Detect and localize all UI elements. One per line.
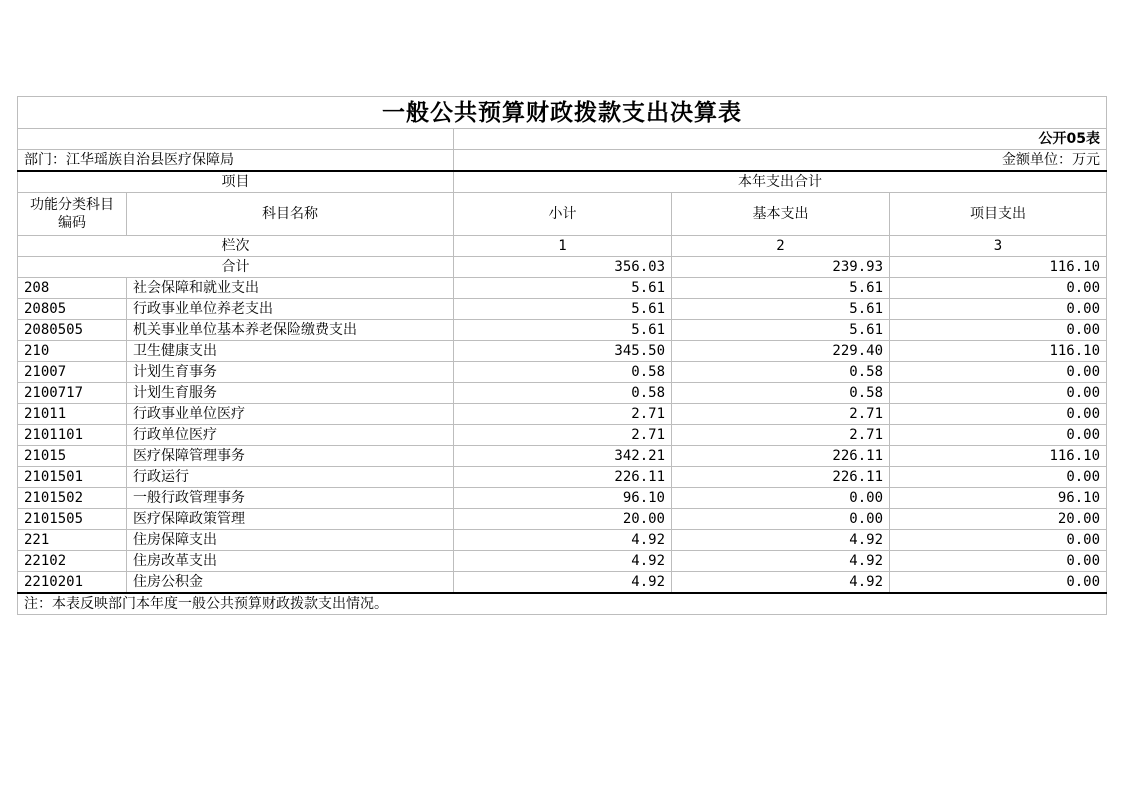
table-row <box>18 446 1107 467</box>
table-row <box>18 509 1107 530</box>
row-name: 住房公积金 <box>127 572 454 594</box>
row-basic: 0.58 <box>672 362 890 383</box>
row-subtotal: 4.92 <box>454 551 672 572</box>
row-basic: 2.71 <box>672 404 890 425</box>
department-label: 部门：江华瑶族自治县医疗保障局 <box>18 150 454 172</box>
row-basic: 226.11 <box>672 446 890 467</box>
header-basic: 基本支出 <box>672 193 890 236</box>
row-basic: 5.61 <box>672 299 890 320</box>
table-row <box>18 488 1107 509</box>
row-basic: 4.92 <box>672 530 890 551</box>
table-row <box>18 404 1107 425</box>
row-code: 221 <box>18 530 127 551</box>
row-project: 0.00 <box>890 551 1107 572</box>
row-project: 0.00 <box>890 362 1107 383</box>
form-code: 公开05表 <box>454 129 1107 150</box>
row-code: 2080505 <box>18 320 127 341</box>
row-subtotal: 5.61 <box>454 320 672 341</box>
table-row <box>18 425 1107 446</box>
row-name: 社会保障和就业支出 <box>127 278 454 299</box>
total-row <box>18 257 1107 278</box>
row-project: 0.00 <box>890 299 1107 320</box>
row-project: 0.00 <box>890 278 1107 299</box>
row-project: 0.00 <box>890 530 1107 551</box>
column-number-3: 3 <box>890 236 1107 257</box>
row-basic: 229.40 <box>672 341 890 362</box>
row-subtotal: 2.71 <box>454 425 672 446</box>
total-basic: 239.93 <box>672 257 890 278</box>
row-basic: 4.92 <box>672 572 890 594</box>
row-name: 计划生育服务 <box>127 383 454 404</box>
budget-table <box>17 96 1107 615</box>
total-label: 合计 <box>18 257 454 278</box>
row-name: 一般行政管理事务 <box>127 488 454 509</box>
row-code: 21011 <box>18 404 127 425</box>
blank-cell <box>18 129 454 150</box>
row-basic: 0.58 <box>672 383 890 404</box>
row-project: 116.10 <box>890 341 1107 362</box>
row-name: 卫生健康支出 <box>127 341 454 362</box>
row-code: 20805 <box>18 299 127 320</box>
table-row <box>18 362 1107 383</box>
row-subtotal: 96.10 <box>454 488 672 509</box>
row-subtotal: 20.00 <box>454 509 672 530</box>
row-code: 210 <box>18 341 127 362</box>
table-row <box>18 572 1107 594</box>
row-project: 0.00 <box>890 404 1107 425</box>
header-subtotal: 小计 <box>454 193 672 236</box>
row-code: 21015 <box>18 446 127 467</box>
table-row <box>18 530 1107 551</box>
row-basic: 0.00 <box>672 488 890 509</box>
row-name: 行政事业单位医疗 <box>127 404 454 425</box>
column-label: 栏次 <box>18 236 454 257</box>
row-code: 2101101 <box>18 425 127 446</box>
row-subtotal: 345.50 <box>454 341 672 362</box>
row-name: 行政事业单位养老支出 <box>127 299 454 320</box>
column-number-1: 1 <box>454 236 672 257</box>
row-code: 2101501 <box>18 467 127 488</box>
header-annual-total: 本年支出合计 <box>454 171 1107 193</box>
row-name: 行政运行 <box>127 467 454 488</box>
table-row <box>18 278 1107 299</box>
row-project: 0.00 <box>890 425 1107 446</box>
row-name: 医疗保障管理事务 <box>127 446 454 467</box>
page-title: 一般公共预算财政拨款支出决算表 <box>18 97 1107 129</box>
row-basic: 2.71 <box>672 425 890 446</box>
row-code: 21007 <box>18 362 127 383</box>
row-project: 116.10 <box>890 446 1107 467</box>
row-subtotal: 5.61 <box>454 278 672 299</box>
row-subtotal: 2.71 <box>454 404 672 425</box>
row-name: 住房保障支出 <box>127 530 454 551</box>
row-subtotal: 0.58 <box>454 383 672 404</box>
row-subtotal: 4.92 <box>454 572 672 594</box>
total-subtotal: 356.03 <box>454 257 672 278</box>
header-project-exp: 项目支出 <box>890 193 1107 236</box>
row-name: 住房改革支出 <box>127 551 454 572</box>
row-subtotal: 5.61 <box>454 299 672 320</box>
table-row <box>18 383 1107 404</box>
table-row <box>18 467 1107 488</box>
table-row <box>18 299 1107 320</box>
unit-label: 金额单位：万元 <box>454 150 1107 172</box>
column-number-2: 2 <box>672 236 890 257</box>
row-basic: 4.92 <box>672 551 890 572</box>
row-subtotal: 342.21 <box>454 446 672 467</box>
row-name: 行政单位医疗 <box>127 425 454 446</box>
row-code: 2101505 <box>18 509 127 530</box>
total-project: 116.10 <box>890 257 1107 278</box>
row-project: 96.10 <box>890 488 1107 509</box>
table-row <box>18 320 1107 341</box>
row-project: 0.00 <box>890 320 1107 341</box>
row-code: 2100717 <box>18 383 127 404</box>
table-row <box>18 341 1107 362</box>
footnote: 注：本表反映部门本年度一般公共预算财政拨款支出情况。 <box>18 593 1107 615</box>
row-subtotal: 226.11 <box>454 467 672 488</box>
row-name: 计划生育事务 <box>127 362 454 383</box>
header-func-code: 功能分类科目编码 <box>18 193 127 236</box>
header-subject-name: 科目名称 <box>127 193 454 236</box>
row-subtotal: 0.58 <box>454 362 672 383</box>
budget-sheet <box>17 96 1106 615</box>
row-basic: 5.61 <box>672 320 890 341</box>
row-code: 22102 <box>18 551 127 572</box>
row-project: 0.00 <box>890 467 1107 488</box>
row-project: 20.00 <box>890 509 1107 530</box>
row-basic: 0.00 <box>672 509 890 530</box>
row-code: 208 <box>18 278 127 299</box>
row-code: 2101502 <box>18 488 127 509</box>
row-project: 0.00 <box>890 383 1107 404</box>
row-name: 医疗保障政策管理 <box>127 509 454 530</box>
row-name: 机关事业单位基本养老保险缴费支出 <box>127 320 454 341</box>
row-basic: 226.11 <box>672 467 890 488</box>
row-subtotal: 4.92 <box>454 530 672 551</box>
row-basic: 5.61 <box>672 278 890 299</box>
header-project: 项目 <box>18 171 454 193</box>
table-row <box>18 551 1107 572</box>
row-project: 0.00 <box>890 572 1107 594</box>
row-code: 2210201 <box>18 572 127 594</box>
